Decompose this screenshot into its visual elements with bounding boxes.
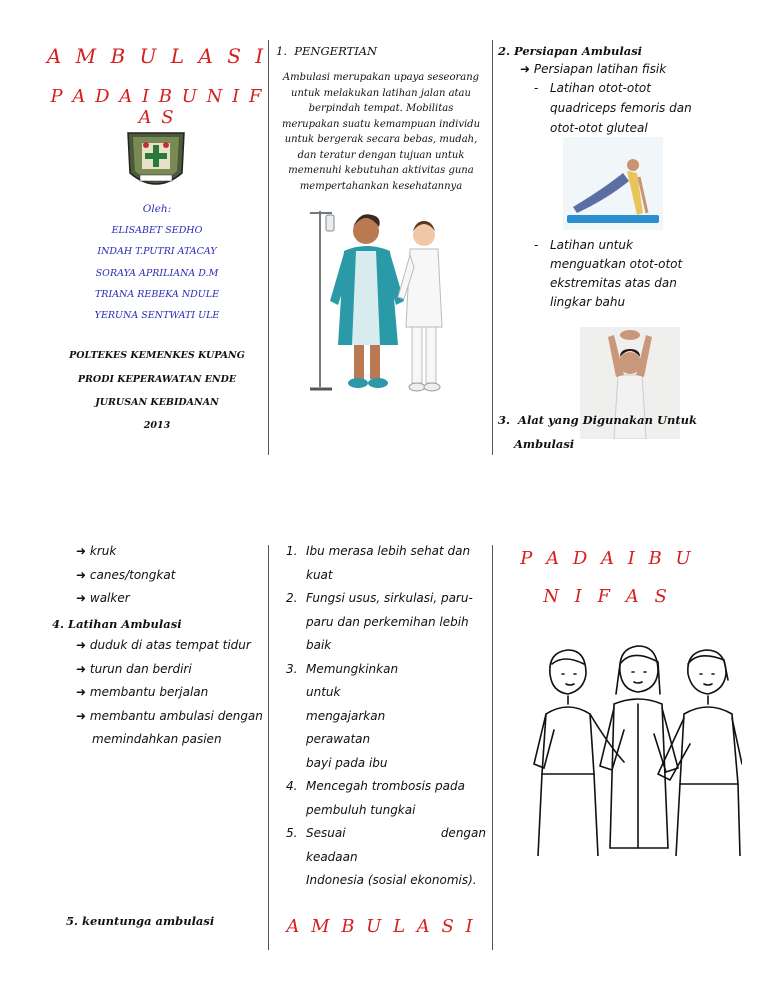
paragraph-line: mempertahankan kesehatannya — [299, 180, 463, 192]
latihan-item-2 — [534, 236, 694, 312]
arrow-right-icon: ➜ — [76, 708, 87, 723]
list-item: ➜ canes/tongkat — [76, 567, 176, 582]
section-4-heading: 4. Latihan Ambulasi — [52, 617, 182, 631]
paragraph-line: merupakan suatu kemampuan individu — [281, 118, 481, 130]
author-name: YERUNA SENTWATI ULE — [94, 310, 220, 321]
item-line: menguatkan otot-otot — [550, 257, 683, 271]
back-title-line2: N I F A S — [543, 586, 672, 607]
nurses-assist-patient-drawing — [528, 634, 742, 856]
oleh-label: Oleh: — [142, 203, 172, 215]
latihan-item-1 — [534, 78, 694, 138]
poltekkes-emblem-icon — [124, 127, 188, 195]
institution-line: 2013 — [143, 420, 171, 431]
paragraph-line: untuk melakukan latihan jalan atau — [291, 87, 471, 99]
list-item: ➜ duduk di atas tempat tidur — [76, 638, 251, 652]
author-name: TRIANA REBEKA NDULE — [94, 289, 220, 300]
institution-line: POLTEKES KEMENKES KUPANG — [69, 350, 245, 361]
institution-line: PRODI KEPERAWATAN ENDE — [77, 374, 237, 385]
cover-title-line1: A M B U L A S I — [46, 44, 268, 68]
divider-bottom-right — [492, 545, 493, 950]
benefit-item: 1. Ibu merasa lebih sehat dan kuat — [286, 544, 471, 582]
list-item-cont: memindahkan pasien — [92, 732, 222, 746]
section-3-heading — [498, 408, 718, 456]
dash-bullet: - — [534, 81, 539, 95]
exercise-photo-lower-body — [563, 137, 663, 230]
section-title-cont: Ambulasi — [514, 437, 575, 451]
paragraph-line: Ambulasi merupakan upaya seseorang — [282, 72, 480, 83]
list-item: ➜ membantu ambulasi dengan — [76, 708, 263, 723]
section-title: Alat yang Digunakan Untuk — [518, 413, 697, 427]
item-line: otot-otot gluteal — [550, 121, 648, 135]
arrow-right-icon: ➜ — [76, 591, 87, 605]
arrow-right-icon: ➜ — [76, 685, 87, 699]
paragraph-line: dan teratur dengan tujuan untuk — [297, 149, 465, 161]
pengertian-paragraph — [270, 70, 492, 194]
author-name: ELISABET SEDHO — [111, 225, 203, 236]
benefit-item: 4. Mencegah trombosis pada pembuluh tungkai — [286, 779, 465, 817]
list-item: ➜ walker — [76, 591, 130, 605]
institution-line: JURUSAN KEBIDANAN — [95, 397, 219, 408]
author-name: INDAH T.PUTRI ATACAY — [97, 246, 217, 257]
item-line: ekstremitas atas dan — [550, 276, 677, 290]
dash-bullet: - — [534, 238, 539, 252]
author-name: SORAYA APRILIANA D.M — [95, 268, 219, 279]
section-title: PENGERTIAN — [294, 44, 378, 58]
latihan-steps-list — [76, 634, 271, 752]
list-item: ➜ turun dan berdiri — [76, 661, 192, 676]
back-title-line1: P A D A I B U — [520, 548, 695, 569]
sub-item-label: Persiapan latihan fisik — [533, 62, 667, 76]
benefits-list — [286, 540, 486, 893]
arrow-right-icon: ➜ — [76, 661, 87, 676]
section-number: 3. — [498, 413, 511, 427]
arrow-right-icon: ➜ — [520, 62, 531, 76]
section-number: 1. — [276, 44, 287, 58]
arrow-right-icon: ➜ — [76, 567, 87, 582]
paragraph-line: untuk bergerak secara bebas, mudah, — [284, 134, 478, 145]
cover-title-line2: P A D A I B U N I F A S — [50, 86, 264, 128]
section-5-heading: 5. keuntunga ambulasi — [66, 914, 215, 928]
patient-ambulation-illustration — [306, 205, 461, 401]
paragraph-line: memenuhi kebutuhan aktivitas guna — [288, 165, 474, 176]
divider-top-right — [492, 40, 493, 455]
item-line: Latihan otot-otot — [550, 81, 651, 95]
item-line: quadriceps femoris dan — [550, 101, 692, 115]
arrow-right-icon: ➜ — [76, 638, 87, 652]
section-2-heading: 2. Persiapan Ambulasi — [498, 44, 643, 58]
arrow-right-icon: ➜ — [76, 544, 87, 558]
paragraph-line: berpindah tempat. Mobilitas — [308, 103, 454, 114]
section-1-heading — [276, 44, 377, 58]
item-line: Latihan untuk — [550, 238, 633, 252]
footer-title: A M B U L A S I — [286, 916, 476, 937]
benefit-item: 5. Sesuai dengan keadaan Indonesia (sosial ekonomis). — [286, 826, 486, 887]
list-item: ➜ membantu berjalan — [76, 685, 209, 699]
tools-list — [76, 540, 175, 611]
benefit-item: 3. Memungkinkan untuk mengajarkan perawatan bayi pada ibu — [286, 661, 399, 770]
benefit-item: 2. Fungsi usus, sirkulasi, paru- paru dan perkemihan lebih baik — [286, 591, 473, 652]
item-line: lingkar bahu — [550, 295, 626, 309]
list-item: ➜ kruk — [76, 544, 117, 558]
